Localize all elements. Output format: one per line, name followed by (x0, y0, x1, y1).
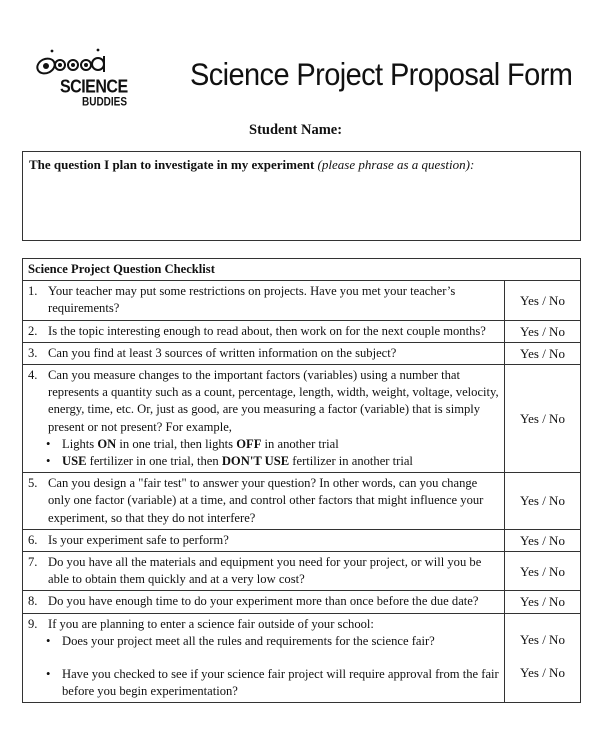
question-checklist-table (22, 258, 581, 703)
yes-no-answer[interactable]: Yes / No (505, 320, 581, 342)
sub-question-list (28, 633, 499, 701)
item-text: Is the topic interesting enough to read about, then work on for the next couple months? (48, 323, 486, 338)
page-title: Science Project Proposal Form (190, 58, 573, 93)
bullet-text: in one trial, then lights (116, 436, 237, 451)
bullet-emphasis: DON'T USE (221, 454, 290, 469)
bullet-icon: • (46, 454, 51, 469)
science-buddies-logo (30, 42, 130, 112)
list-item (28, 633, 499, 650)
question-prompt-paren-close: ): (465, 157, 475, 172)
question-prompt-bold: The question I plan to investigate in my experiment (29, 157, 315, 172)
checklist-header: Science Project Question Checklist (23, 259, 581, 281)
yes-no-answer[interactable]: Yes / No (505, 342, 581, 364)
question-field[interactable] (22, 151, 581, 241)
question-prompt-paren-open: ( (317, 157, 322, 172)
logo-line-1: SCIENCE (60, 77, 128, 98)
item-number: 4. (28, 368, 38, 383)
bullet-emphasis: ON (97, 436, 117, 451)
question-prompt (23, 152, 580, 178)
yes-no-answer[interactable]: Yes / No (520, 631, 565, 647)
bullet-icon: • (46, 667, 51, 682)
yes-no-answer-group (505, 613, 581, 703)
sub-question-text: Does your project meet all the rules and requirements for the science fair? (62, 633, 435, 648)
item-number: 6. (28, 532, 38, 547)
logo-line-2: BUDDIES (82, 96, 128, 109)
item-text: Do you have all the materials and equipment you need for your project, or will you be able to obtain them quickly and at a very low cost? (48, 555, 482, 587)
bullet-text: Lights (62, 436, 98, 451)
item-text: Can you design a "fair test" to answer your question? In other words, can you change only one factor (variable) at a time, and control other factors that might influence your experiment, so that they do not interfere? (48, 476, 484, 525)
item-text: Your teacher may put some restrictions on projects. Have you met your teacher’s requirements? (48, 284, 456, 316)
table-row (23, 342, 581, 364)
item-text: If you are planning to enter a science fair outside of your school: (48, 616, 374, 631)
yes-no-answer[interactable]: Yes / No (520, 664, 565, 680)
item-text: Do you have enough time to do your experiment more than once before the due date? (48, 594, 479, 609)
item-text: Is your experiment safe to perform? (48, 532, 229, 547)
sub-question-text: Have you checked to see if your science fair project will require approval from the fair before you begin experimentation? (62, 667, 499, 699)
table-row (23, 281, 581, 320)
bullet-text: in another trial (261, 436, 339, 451)
item-text: Can you find at least 3 sources of written information on the subject? (48, 345, 397, 360)
student-name-label: Student Name: (249, 122, 343, 138)
table-row (23, 473, 581, 530)
item-number: 3. (28, 345, 38, 360)
item-text: Can you measure changes to the important factors (variables) using a number that represents a quantity such as a count, percentage, length, width, weight, voltage, velocity, energy, time, etc. Or, just as good, are you measuring a factor (variable) that is simply present or not present? For example, (48, 368, 499, 434)
atom-logo-icon (30, 42, 130, 82)
item-number: 9. (28, 616, 38, 631)
example-list (28, 436, 499, 470)
bullet-text: fertilizer in one trial, then (86, 454, 222, 469)
bullet-emphasis: OFF (236, 436, 262, 451)
yes-no-answer[interactable]: Yes / No (505, 529, 581, 551)
list-item (28, 453, 499, 470)
question-prompt-italic: please phrase as a question (321, 157, 466, 172)
bullet-icon: • (46, 436, 51, 451)
item-number: 8. (28, 594, 38, 609)
list-item (28, 436, 499, 453)
list-item (28, 666, 499, 700)
item-number: 5. (28, 476, 38, 491)
bullet-text: fertilizer in another trial (289, 454, 413, 469)
table-row (23, 552, 581, 591)
table-row (23, 365, 581, 473)
item-number: 2. (28, 323, 38, 338)
table-row (23, 591, 581, 613)
checklist-header-row (23, 259, 581, 281)
bullet-emphasis: USE (62, 454, 87, 469)
yes-no-answer[interactable]: Yes / No (505, 591, 581, 613)
yes-no-answer[interactable]: Yes / No (505, 473, 581, 530)
table-row (23, 613, 581, 703)
item-number: 1. (28, 284, 38, 299)
yes-no-answer[interactable]: Yes / No (505, 552, 581, 591)
item-number: 7. (28, 555, 38, 570)
bullet-icon: • (46, 633, 51, 648)
yes-no-answer[interactable]: Yes / No (505, 365, 581, 473)
table-row (23, 529, 581, 551)
yes-no-answer[interactable]: Yes / No (505, 281, 581, 320)
table-row (23, 320, 581, 342)
